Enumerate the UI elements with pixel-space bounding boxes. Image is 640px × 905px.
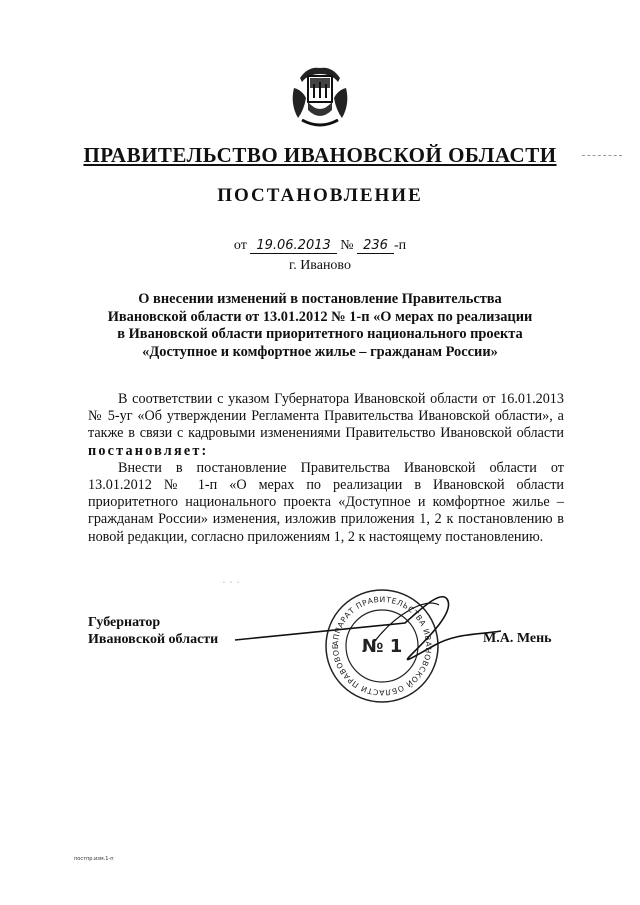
document-date: 19.06.2013 — [250, 238, 336, 254]
title-line: О внесении изменений в постановление Правительства — [138, 291, 502, 307]
resolves-keyword: постановляет: — [88, 442, 209, 459]
title-line: в Ивановской области приоритетного национального проекта — [117, 326, 523, 342]
stamp-number: № 1 — [361, 636, 403, 657]
number-prefix: № — [340, 238, 354, 253]
document-number: 236 — [357, 238, 394, 254]
paragraph-resolution: Внести в постановление Правительства Ивановской области от 13.01.2012 № 1-п «О мерах по реализации в Ивановской области приоритетного национального проекта «Доступное и комфортное жилье – гражданам России» изменения, изложив приложения 1, 2 к постановлению в новой редакции, согласно приложениям 1, 2 к настоящему постановлению. — [88, 459, 564, 545]
document-body — [88, 391, 564, 546]
faint-bleed-text: · · · — [222, 576, 240, 589]
date-prefix: от — [233, 238, 247, 253]
organization-name: ПРАВИТЕЛЬСТВО ИВАНОВСКОЙ ОБЛАСТИ — [83, 143, 557, 167]
position-line: Губернатор — [88, 615, 161, 630]
document-title — [100, 291, 540, 361]
title-line: Ивановской области от 13.01.2012 № 1-п «О мерах по реализации — [107, 308, 533, 325]
number-suffix: -п — [393, 238, 407, 253]
coat-of-arms-icon — [288, 60, 352, 132]
margin-dash — [582, 155, 622, 156]
date-line — [0, 238, 640, 254]
preamble-text: В соответствии с указом Губернатора Ивановской области от 16.01.2013 № 5-уг «Об утверждении Регламента Правительства Ивановской области», а также в связи с кадровыми изменениями Правительство Ивановской области — [88, 391, 564, 442]
signatory-name: М.А. Мень — [483, 631, 552, 646]
stamp-ring-text: АППАРАТ ПРАВИТЕЛЬСТВА ИВАНОВСКОЙ ОБЛАСТИ ПРАВОВОЕ — [330, 594, 434, 698]
signature-flourish — [225, 585, 505, 705]
position-line: Ивановской области — [88, 632, 219, 647]
title-line: «Доступное и комфортное жилье – гражданам России» — [142, 343, 498, 360]
document-type: ПОСТАНОВЛЕНИЕ — [217, 185, 423, 206]
city: г. Иваново — [289, 258, 351, 273]
signatory-position — [88, 614, 218, 648]
footer-code: постпр.изм.1-п — [74, 856, 114, 862]
paragraph-preamble — [88, 391, 564, 460]
